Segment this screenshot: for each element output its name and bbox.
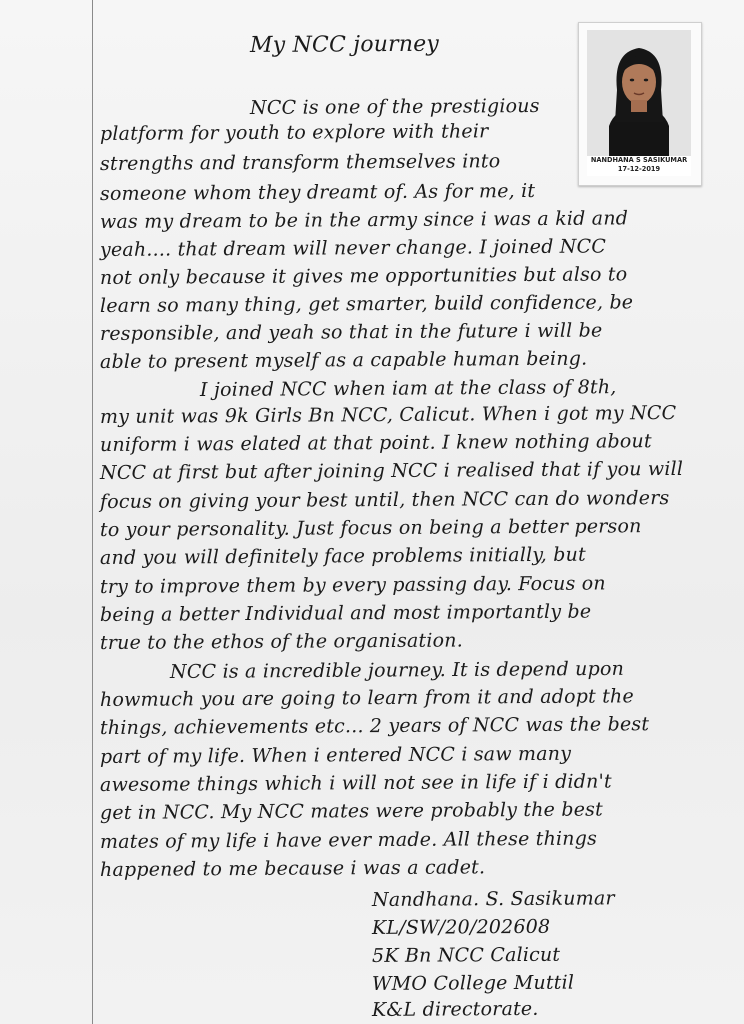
text-line: I joined NCC when iam at the class of 8th,: [199, 376, 617, 401]
college-name: WMO College Muttil: [371, 971, 575, 995]
text-line: try to improve them by every passing day. Focus on: [99, 572, 606, 598]
text-line: strengths and transform themselves into: [99, 150, 501, 175]
text-line: get in NCC. My NCC mates were probably the best: [99, 798, 604, 824]
text-line: and you will definitely face problems initially, but: [99, 543, 586, 569]
text-line: yeah.... that dream will never change. I joined NCC: [99, 235, 607, 261]
text-line: to your personality. Just focus on being a better person: [99, 515, 642, 541]
text-line: being a better Individual and most importantly be: [99, 600, 592, 626]
cadet-number: KL/SW/20/202608: [371, 915, 551, 939]
photo-name: NANDHANA S SASIKUMAR: [590, 156, 688, 164]
portrait-image: [587, 30, 691, 158]
text-line: true to the ethos of the organisation.: [99, 629, 464, 654]
text-line: my unit was 9k Girls Bn NCC, Calicut. When i got my NCC: [99, 401, 677, 428]
text-line: NCC at first but after joining NCC i realised that if you will: [99, 457, 684, 484]
text-line: NCC is one of the prestigious: [249, 94, 540, 119]
margin-line: [92, 0, 93, 1024]
passport-photo: [578, 22, 702, 186]
signature-name: Nandhana. S. Sasikumar: [371, 887, 615, 911]
page-title: My NCC journey: [249, 31, 440, 58]
text-line: awesome things which i will not see in life if i didn't: [99, 770, 612, 796]
text-line: NCC is a incredible journey. It is depend upon: [169, 657, 625, 683]
text-line: part of my life. When i entered NCC i saw many: [99, 742, 572, 768]
text-line: focus on giving your best until, then NCC can do wonders: [99, 487, 670, 513]
text-line: able to present myself as a capable human being.: [99, 347, 588, 373]
text-line: was my dream to be in the army since i was a kid and: [99, 207, 629, 233]
text-line: happened to me because i was a cadet.: [99, 856, 486, 881]
directorate-name: K&L directorate.: [371, 997, 539, 1021]
text-line: mates of my life i have ever made. All these things: [99, 827, 598, 853]
text-line: uniform i was elated at that point. I knew nothing about: [99, 430, 652, 456]
text-line: not only because it gives me opportunities but also to: [99, 263, 628, 289]
unit-name: 5K Bn NCC Calicut: [371, 943, 561, 967]
text-line: things, achievements etc... 2 years of NCC was the best: [99, 713, 650, 739]
text-line: learn so many thing, get smarter, build confidence, be: [99, 291, 634, 317]
text-line: platform for youth to explore with their: [99, 120, 489, 145]
photo-date: 17-12-2019: [617, 165, 661, 173]
photo-caption: [587, 156, 691, 176]
text-line: responsible, and yeah so that in the future i will be: [99, 319, 603, 345]
text-line: howmuch you are going to learn from it and adopt the: [99, 685, 634, 711]
text-line: someone whom they dreamt of. As for me, it: [99, 179, 536, 205]
